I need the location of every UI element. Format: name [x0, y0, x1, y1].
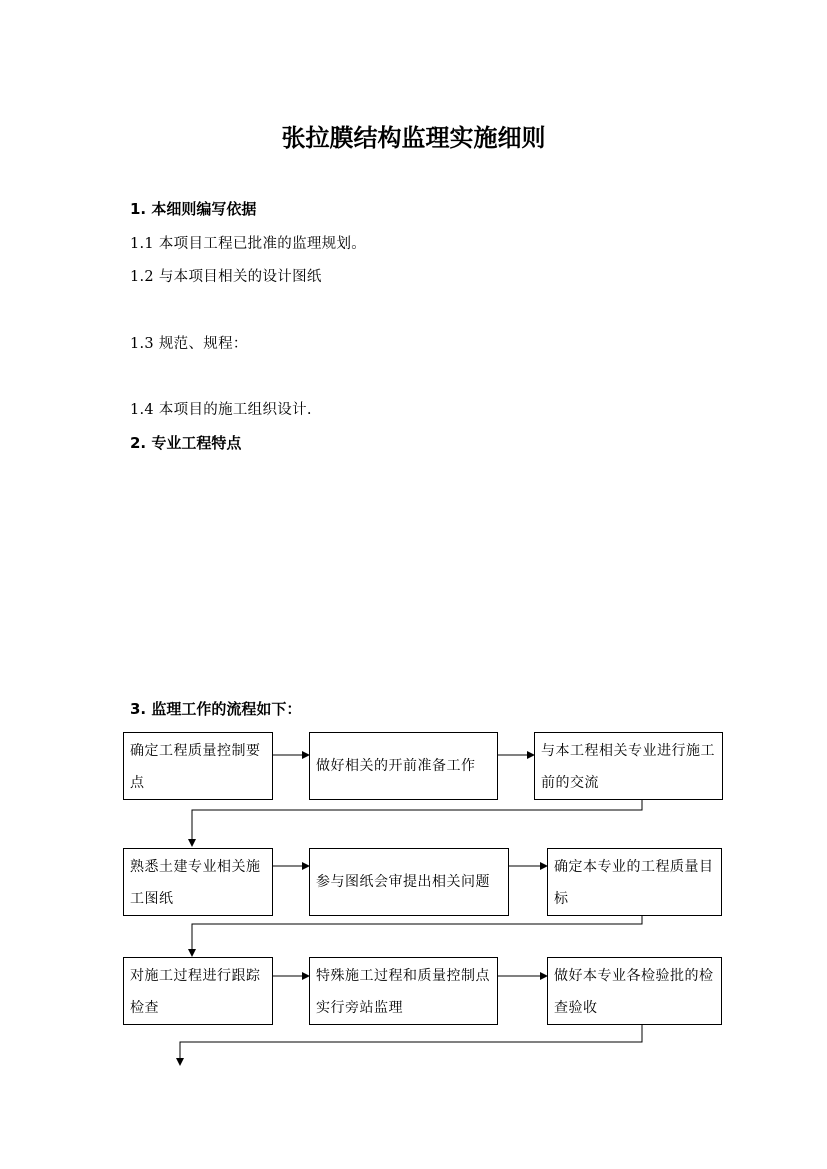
flow-step-quality-control-points: 确定工程质量控制要点: [123, 732, 273, 800]
flow-step-drawing-review: 参与图纸会审提出相关问题: [309, 848, 509, 916]
arrow-r2-to-r3: [192, 916, 642, 956]
section1-item-2: 1.2 与本项目相关的设计图纸: [130, 269, 322, 285]
flow-step-inspection-acceptance: 做好本专业各检验批的检查验收: [547, 957, 722, 1025]
section1-item-1: 1.1 本项目工程已批准的监理规划。: [130, 236, 367, 252]
flow-step-preparation-work: 做好相关的开前准备工作: [309, 732, 498, 800]
section1-item-4: 1.4 本项目的施工组织设计.: [130, 402, 312, 418]
flow-step-side-station-supervision: 特殊施工过程和质量控制点实行旁站监理: [309, 957, 498, 1025]
flow-step-pre-construction-exchange: 与本工程相关专业进行施工前的交流: [534, 732, 723, 800]
arrow-r3-to-next: [180, 1025, 642, 1065]
section2-heading: 2. 专业工程特点: [130, 434, 242, 452]
section1-item-3: 1.3 规范、规程：: [130, 336, 248, 352]
section3-heading: 3. 监理工作的流程如下：: [130, 700, 302, 718]
flow-step-familiarize-drawings: 熟悉土建专业相关施工图纸: [123, 848, 273, 916]
flow-step-quality-target: 确定本专业的工程质量目标: [547, 848, 722, 916]
arrow-r1-to-r2: [192, 800, 642, 846]
section1-heading: 1. 本细则编写依据: [130, 200, 257, 218]
document-title: 张拉膜结构监理实施细则: [281, 124, 546, 152]
flow-step-process-tracking: 对施工过程进行跟踪检查: [123, 957, 273, 1025]
